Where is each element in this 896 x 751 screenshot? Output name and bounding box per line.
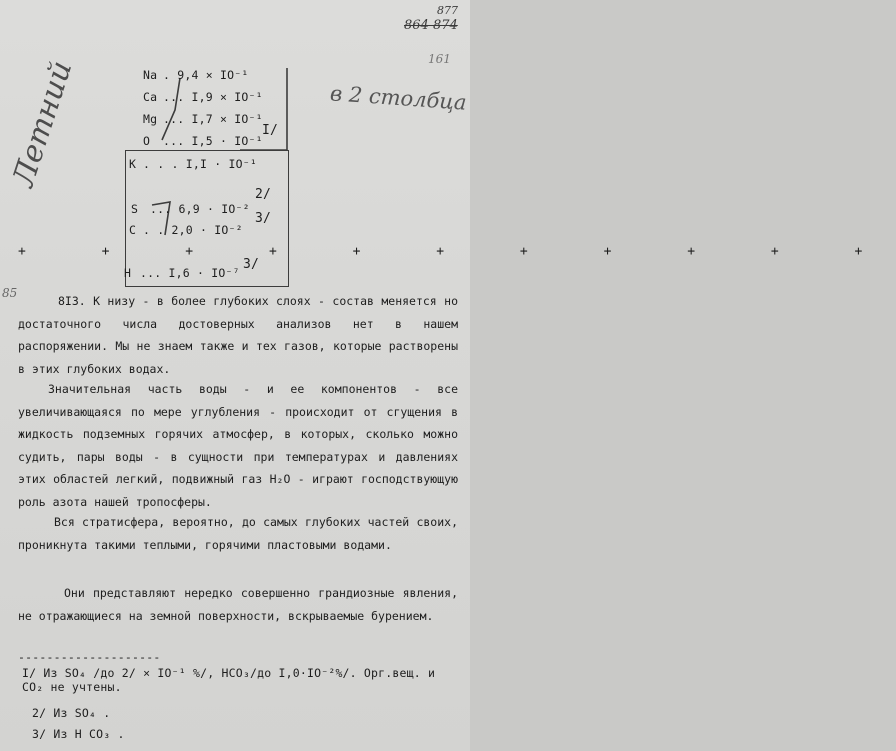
element-value: ... 6,9 · IO⁻² xyxy=(150,202,250,216)
element-symbol: Mg xyxy=(143,112,158,126)
element-value: ... I,7 × IO⁻¹ xyxy=(163,112,263,126)
paragraph: Они представляют нередко совершенно грандиозные явления, не отражающиеся на земной поверхности, вскрываемые бурением. xyxy=(18,586,458,623)
element-symbol: Na xyxy=(143,68,158,82)
small-number: 161 xyxy=(428,52,451,66)
paragraph: Значительная часть воды - и ее компонентов - все увеличивающаяся по мере углубления - происходит от сгущения в жидкость подземных горячих атмосфер, в которых, сколько можно судить, пары воды - в сущности при температурах и давлениях этих областей легкий, подвижный газ H₂O - играют господствующую роль азота нашей тропосферы. xyxy=(18,382,458,509)
footnote: I/ Из SO₄ /до 2/ × IO⁻¹ %/, HCO₃/до I,0·IO⁻²%/. Орг.вещ. и CO₂ не учтены. xyxy=(22,666,436,694)
footnote: 2/ Из SO₄ . xyxy=(32,706,111,720)
paragraph: 8I3. К низу - в более глубоких слоях - состав меняется но достаточного числа достоверных анализов нет в нашем распоряжении. Мы не знаем также и тех газов, которые растворены в этих глубоких водах. xyxy=(18,294,458,376)
element-value: ... I,6 · IO⁻⁷ xyxy=(140,266,240,280)
element-symbol: C xyxy=(129,223,137,237)
page-number: 864 874 xyxy=(404,18,458,33)
footnote: 3/ Из H CO₃ . xyxy=(32,727,125,741)
corner-number: 877 xyxy=(437,4,458,17)
plus-separator: + + + + + + + + + + + xyxy=(18,244,896,259)
footnote-mark: I/ xyxy=(262,123,279,138)
element-symbol: O xyxy=(143,134,151,148)
footnote-mark: 3/ xyxy=(255,211,272,226)
paragraph: Вся стратисфера, вероятно, до самых глубоких частей своих, проникнута такими теплыми, горячими пластовыми водами. xyxy=(18,515,458,552)
footnote-divider: -------------------- xyxy=(18,650,161,664)
element-value: . . . I,I · IO⁻¹ xyxy=(143,157,257,171)
footnote-mark: 3/ xyxy=(243,257,260,272)
element-symbol: H xyxy=(124,266,132,280)
element-value: . . 2,0 · IO⁻² xyxy=(143,223,243,237)
margin-number: 85 xyxy=(2,286,18,300)
element-value: . 9,4 × IO⁻¹ xyxy=(163,68,249,82)
element-symbol: K xyxy=(129,157,137,171)
handwritten-note: в 2 столбца xyxy=(329,81,468,115)
element-symbol: Ca xyxy=(143,90,158,104)
element-value: ... I,9 × IO⁻¹ xyxy=(163,90,263,104)
element-value: ... I,5 · IO⁻¹ xyxy=(163,134,263,148)
element-symbol: S xyxy=(131,202,139,216)
vertical-handwritten-note: Летний xyxy=(6,56,80,191)
footnote-mark: 2/ xyxy=(255,187,272,202)
